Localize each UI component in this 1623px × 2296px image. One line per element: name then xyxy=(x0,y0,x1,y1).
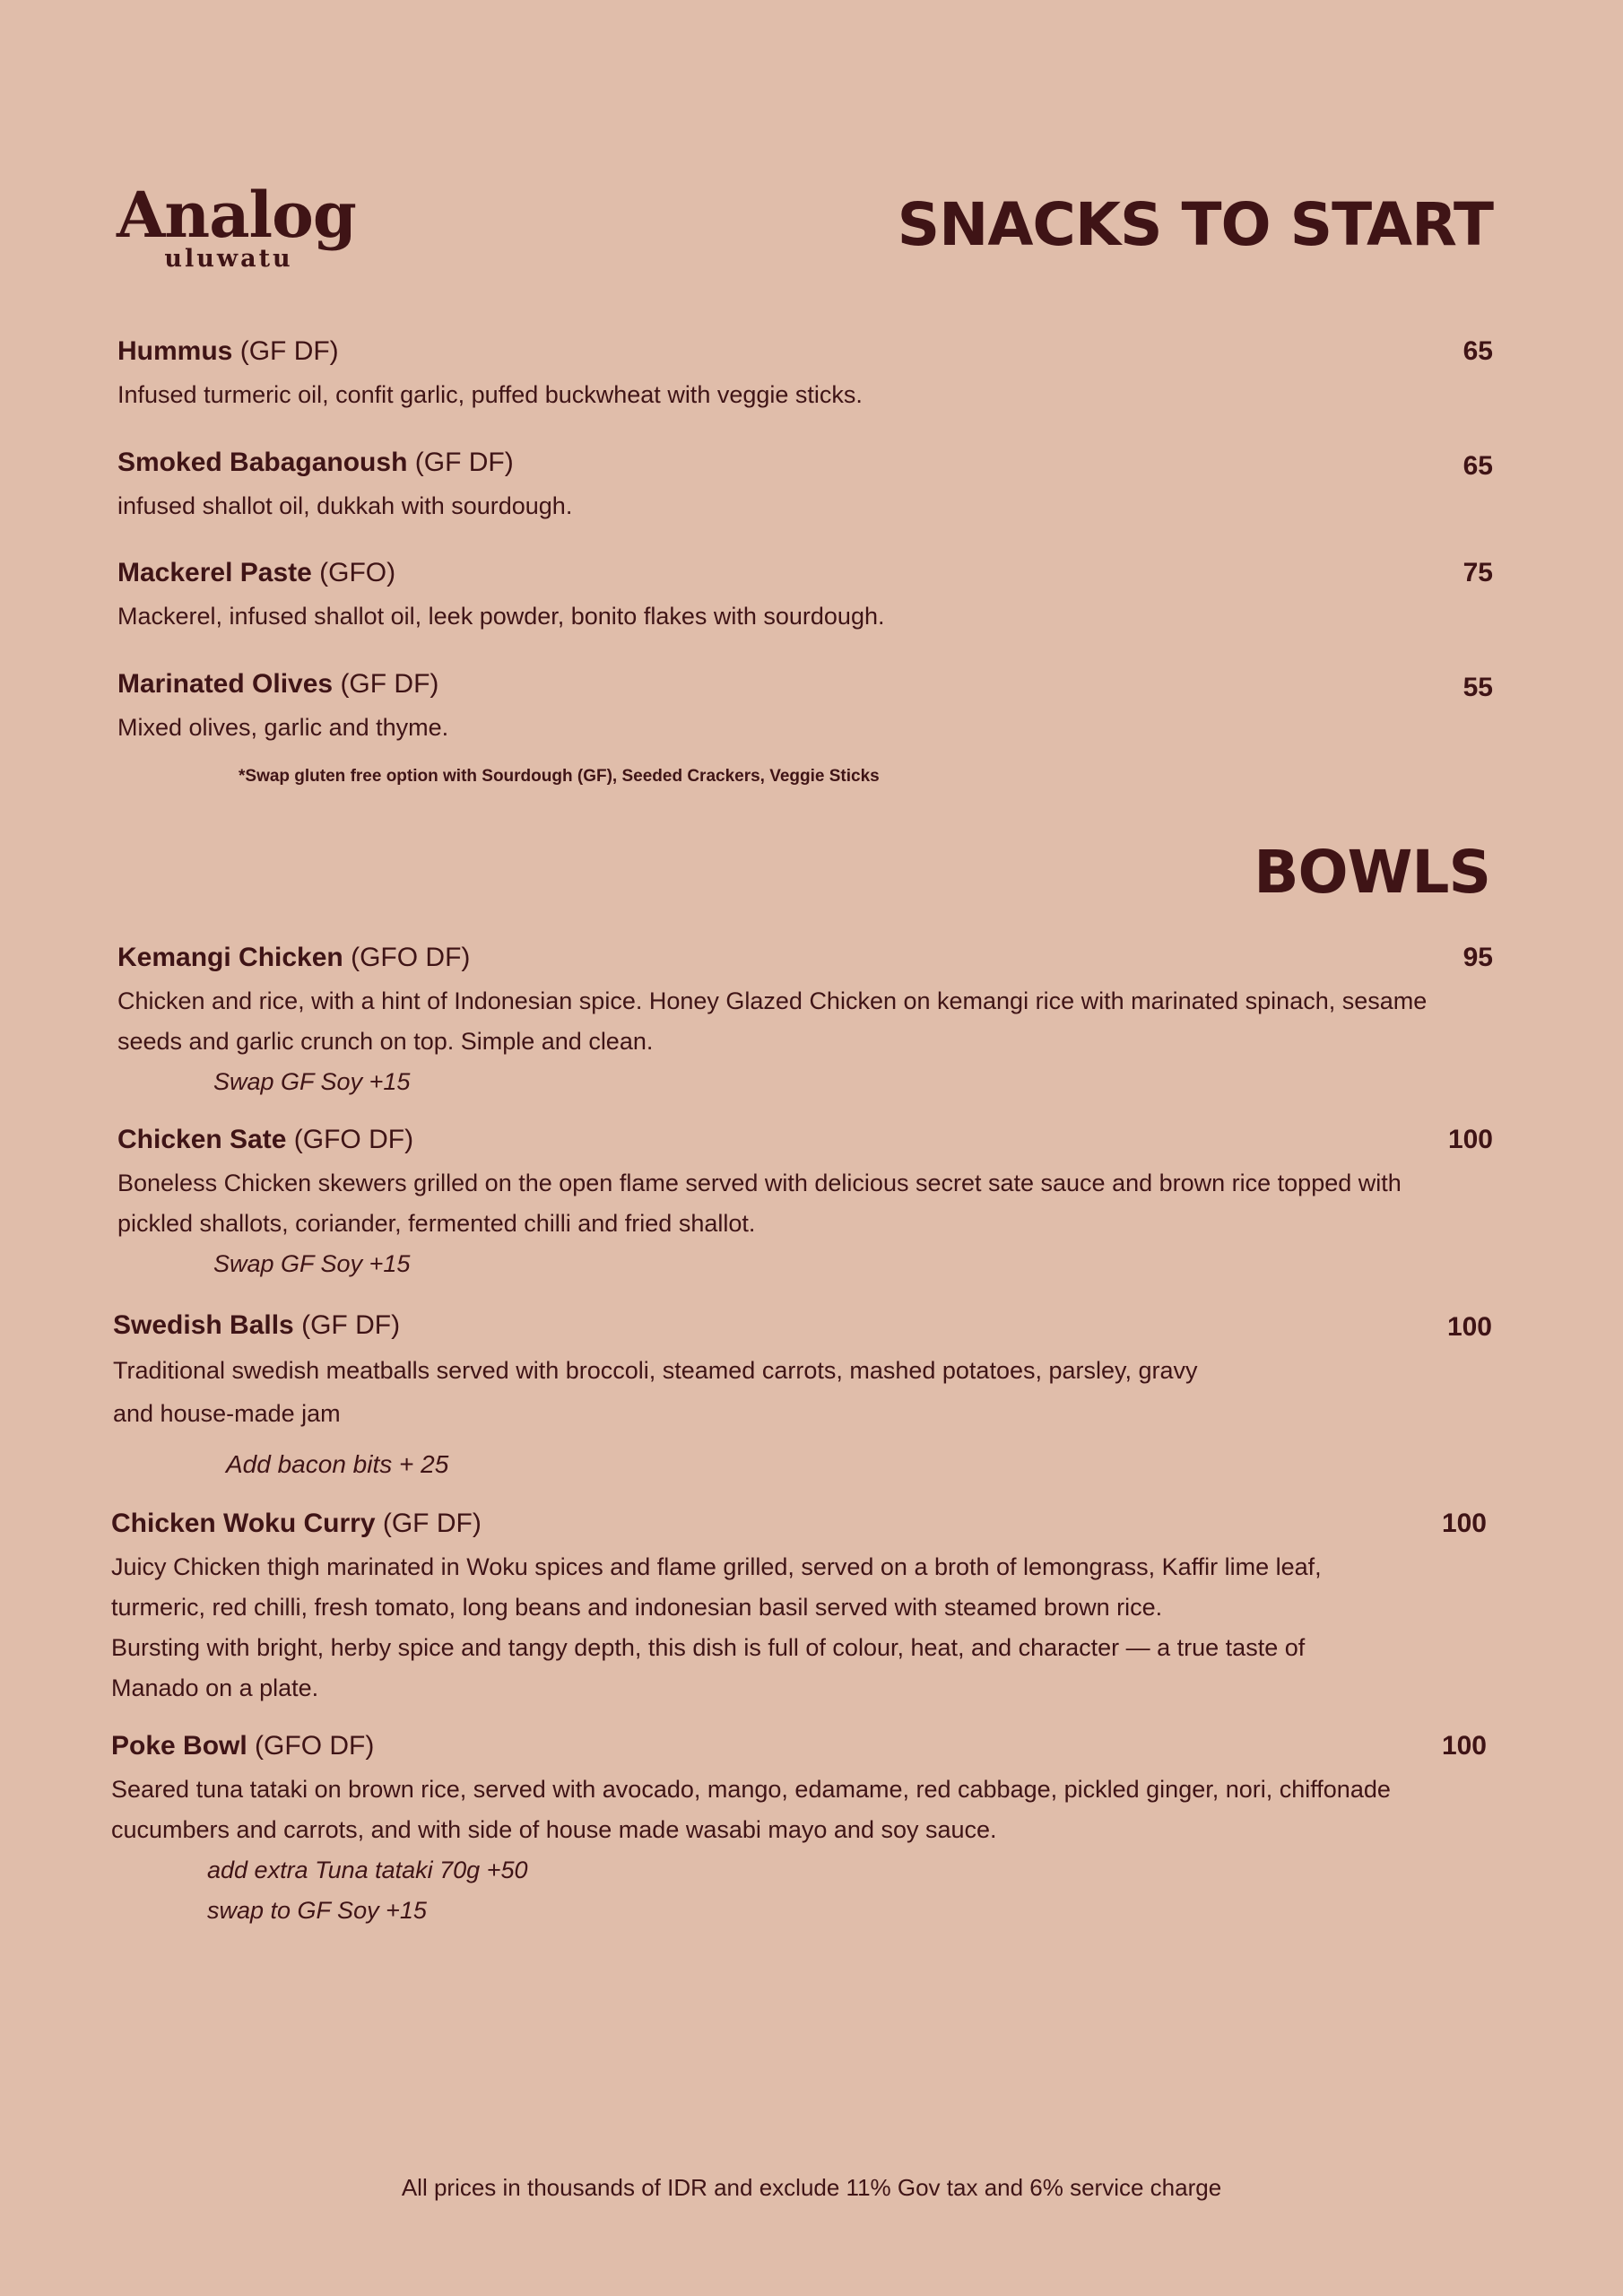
item-description: Infused turmeric oil, confit garlic, puffed buckwheat with veggie sticks. xyxy=(117,381,863,408)
item-diet: (GFO DF) xyxy=(293,1125,414,1154)
item-header xyxy=(111,1726,1487,1766)
price-disclaimer: All prices in thousands of IDR and exclude 11% Gov tax and 6% service charge xyxy=(401,2174,1222,2201)
item-description-line: Manado on a plate. xyxy=(111,1674,319,1701)
item-extra: Add bacon bits + 25 xyxy=(226,1450,449,1478)
item-description-line: pickled shallots, coriander, fermented chilli and fried shallot. xyxy=(117,1210,756,1237)
item-description xyxy=(113,1349,1492,1435)
item-name: Mackerel Paste xyxy=(117,558,312,587)
item-diet: (GF DF) xyxy=(239,336,339,366)
item-description-line: Boneless Chicken skewers grilled on the open flame served with delicious secret sate sauce and brown rice topped with xyxy=(117,1170,1402,1196)
item-name: Chicken Woku Curry xyxy=(111,1509,376,1538)
item-name: Chicken Sate xyxy=(117,1125,287,1154)
item-description-line: Seared tuna tataki on brown rice, served with avocado, mango, edamame, red cabbage, pickled ginger, nori, chiffonade xyxy=(111,1776,1391,1803)
gluten-free-note: *Swap gluten free option with Sourdough (GF), Seeded Crackers, Veggie Sticks xyxy=(239,767,880,786)
item-description-line: Juicy Chicken thigh marinated in Woku spices and flame grilled, served on a broth of lemongrass, Kaffir lime leaf, xyxy=(111,1553,1322,1580)
item-header xyxy=(113,1306,1492,1345)
item-diet: (GFO DF) xyxy=(255,1731,375,1761)
item-header xyxy=(117,1120,1493,1160)
item-header xyxy=(111,1504,1487,1544)
item-diet: (GF DF) xyxy=(301,1310,401,1340)
item-description-line: turmeric, red chilli, fresh tomato, long beans and indonesian basil served with steamed brown rice. xyxy=(111,1594,1163,1621)
menu-item xyxy=(113,1306,1492,1484)
item-header xyxy=(117,332,1493,371)
menu-item xyxy=(117,1120,1493,1284)
logo-name: Analog xyxy=(117,178,356,252)
menu-item xyxy=(117,553,1493,637)
menu-item xyxy=(117,665,1493,748)
item-diet: (GF DF) xyxy=(414,448,514,477)
item-price: 100 xyxy=(1447,1125,1493,1154)
menu-item xyxy=(117,938,1497,1102)
item-diet: (GFO DF) xyxy=(351,943,471,972)
item-header xyxy=(117,553,1493,593)
item-description: infused shallot oil, dukkah with sourdough. xyxy=(117,492,573,519)
item-price: 95 xyxy=(1462,943,1493,972)
item-name: Kemangi Chicken xyxy=(117,943,343,972)
item-price: 55 xyxy=(1462,673,1493,702)
menu-item xyxy=(117,443,1493,526)
item-description-line: Chicken and rice, with a hint of Indonesian spice. Honey Glazed Chicken on kemangi rice with marinated spinach, sesame xyxy=(117,987,1428,1014)
item-header xyxy=(117,938,1497,978)
item-price: 75 xyxy=(1462,558,1493,587)
item-description: Mixed olives, garlic and thyme. xyxy=(117,714,449,741)
item-name: Smoked Babaganoush xyxy=(117,448,408,477)
item-description-line: and house-made jam xyxy=(113,1400,341,1427)
item-extra: add extra Tuna tataki 70g +50 xyxy=(207,1857,528,1883)
item-description-line: seeds and garlic crunch on top. Simple and clean. xyxy=(117,1028,654,1055)
item-price: 100 xyxy=(1441,1731,1487,1761)
item-description-line: cucumbers and carrots, and with side of house made wasabi mayo and soy sauce. xyxy=(111,1816,997,1843)
item-header xyxy=(117,665,1493,704)
item-price: 100 xyxy=(1446,1312,1492,1342)
menu-item xyxy=(111,1726,1487,1931)
item-description xyxy=(111,1770,1487,1850)
restaurant-logo xyxy=(117,178,356,273)
item-description xyxy=(117,981,1497,1062)
section-title-snacks: SNACKS TO START xyxy=(897,190,1493,259)
item-price: 65 xyxy=(1462,451,1493,481)
item-name: Swedish Balls xyxy=(113,1310,294,1340)
item-name: Poke Bowl xyxy=(111,1731,247,1761)
item-extra: swap to GF Soy +15 xyxy=(207,1897,427,1924)
item-extra: Swap GF Soy +15 xyxy=(213,1068,411,1095)
logo-location: uluwatu xyxy=(164,245,293,273)
item-diet: (GF DF) xyxy=(340,669,439,699)
section-title-bowls: BOWLS xyxy=(1254,838,1490,907)
item-diet: (GFO) xyxy=(319,558,396,587)
item-diet: (GF DF) xyxy=(382,1509,482,1538)
item-description xyxy=(111,1547,1487,1709)
item-description-line: Bursting with bright, herby spice and tangy depth, this dish is full of colour, heat, and character — a true taste of xyxy=(111,1634,1306,1661)
item-price: 65 xyxy=(1462,336,1493,366)
item-name: Marinated Olives xyxy=(117,669,334,699)
item-description xyxy=(117,1163,1493,1244)
menu-item xyxy=(117,332,1493,415)
item-header xyxy=(117,443,1493,483)
item-price: 100 xyxy=(1441,1509,1487,1538)
item-description-line: Traditional swedish meatballs served with broccoli, steamed carrots, mashed potatoes, parsley, gravy xyxy=(113,1357,1198,1384)
item-extra: Swap GF Soy +15 xyxy=(213,1250,411,1277)
item-description: Mackerel, infused shallot oil, leek powder, bonito flakes with sourdough. xyxy=(117,603,885,630)
menu-item xyxy=(111,1504,1487,1709)
item-name: Hummus xyxy=(117,336,233,366)
